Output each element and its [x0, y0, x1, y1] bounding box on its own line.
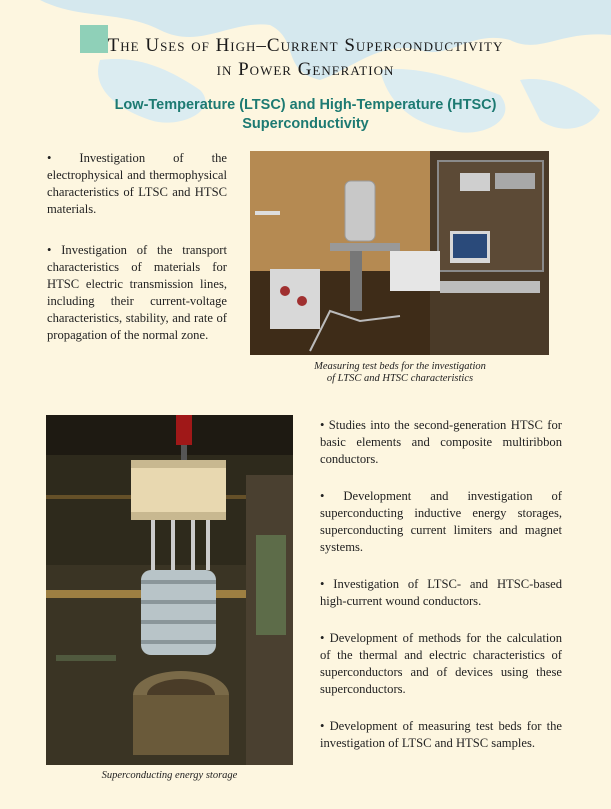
- bullet-item: • Development and investigation of superconducting inductive energy storages, superconducting current limiters and magnet systems.: [320, 489, 562, 554]
- photo2-caption: Superconducting energy storage: [101, 770, 238, 781]
- photo-superconducting-energy-storage: [46, 415, 293, 765]
- title-line-2: in Power Generation: [216, 59, 395, 80]
- bullet-item: • Development of measuring test beds for the investigation of LTSC and HTSC samples.: [320, 719, 562, 750]
- caption-line-2: of LTSC and HTSC characteristics: [326, 373, 474, 384]
- right-bullet-list: [320, 417, 562, 752]
- page-title: [30, 34, 581, 82]
- subtitle-line-1: Low-Temperature (LTSC) and High-Temperature (HTSC): [114, 97, 497, 113]
- caption-line-1: Measuring test beds for the investigation: [314, 361, 486, 372]
- section-subtitle: [60, 96, 551, 134]
- photo-measuring-test-beds: [250, 151, 549, 355]
- title-line-1: The Uses of High–Current Superconductivity: [107, 35, 504, 56]
- bullet-item: • Studies into the second-generation HTSC for basic elements and composite multiribbon conductors.: [320, 418, 562, 466]
- bullet-item: • Investigation of LTSC- and HTSC-based high-current wound conductors.: [320, 577, 562, 608]
- bullet-item: • Investigation of the electrophysical and thermophysical characteristics of LTSC and HTSC materials.: [47, 151, 227, 216]
- photo1-caption: [280, 361, 520, 385]
- bullet-item: • Development of methods for the calculation of the thermal and electric characteristics of superconductors and of devices using these superconductors.: [320, 631, 562, 696]
- left-bullet-list: [47, 150, 227, 344]
- subtitle-line-2: Superconductivity: [242, 116, 369, 132]
- bullet-item: • Investigation of the transport characteristics of materials for HTSC electric transmission lines, including their current-voltage characteristics, stability, and rate of propagation of the normal zone.: [47, 243, 227, 342]
